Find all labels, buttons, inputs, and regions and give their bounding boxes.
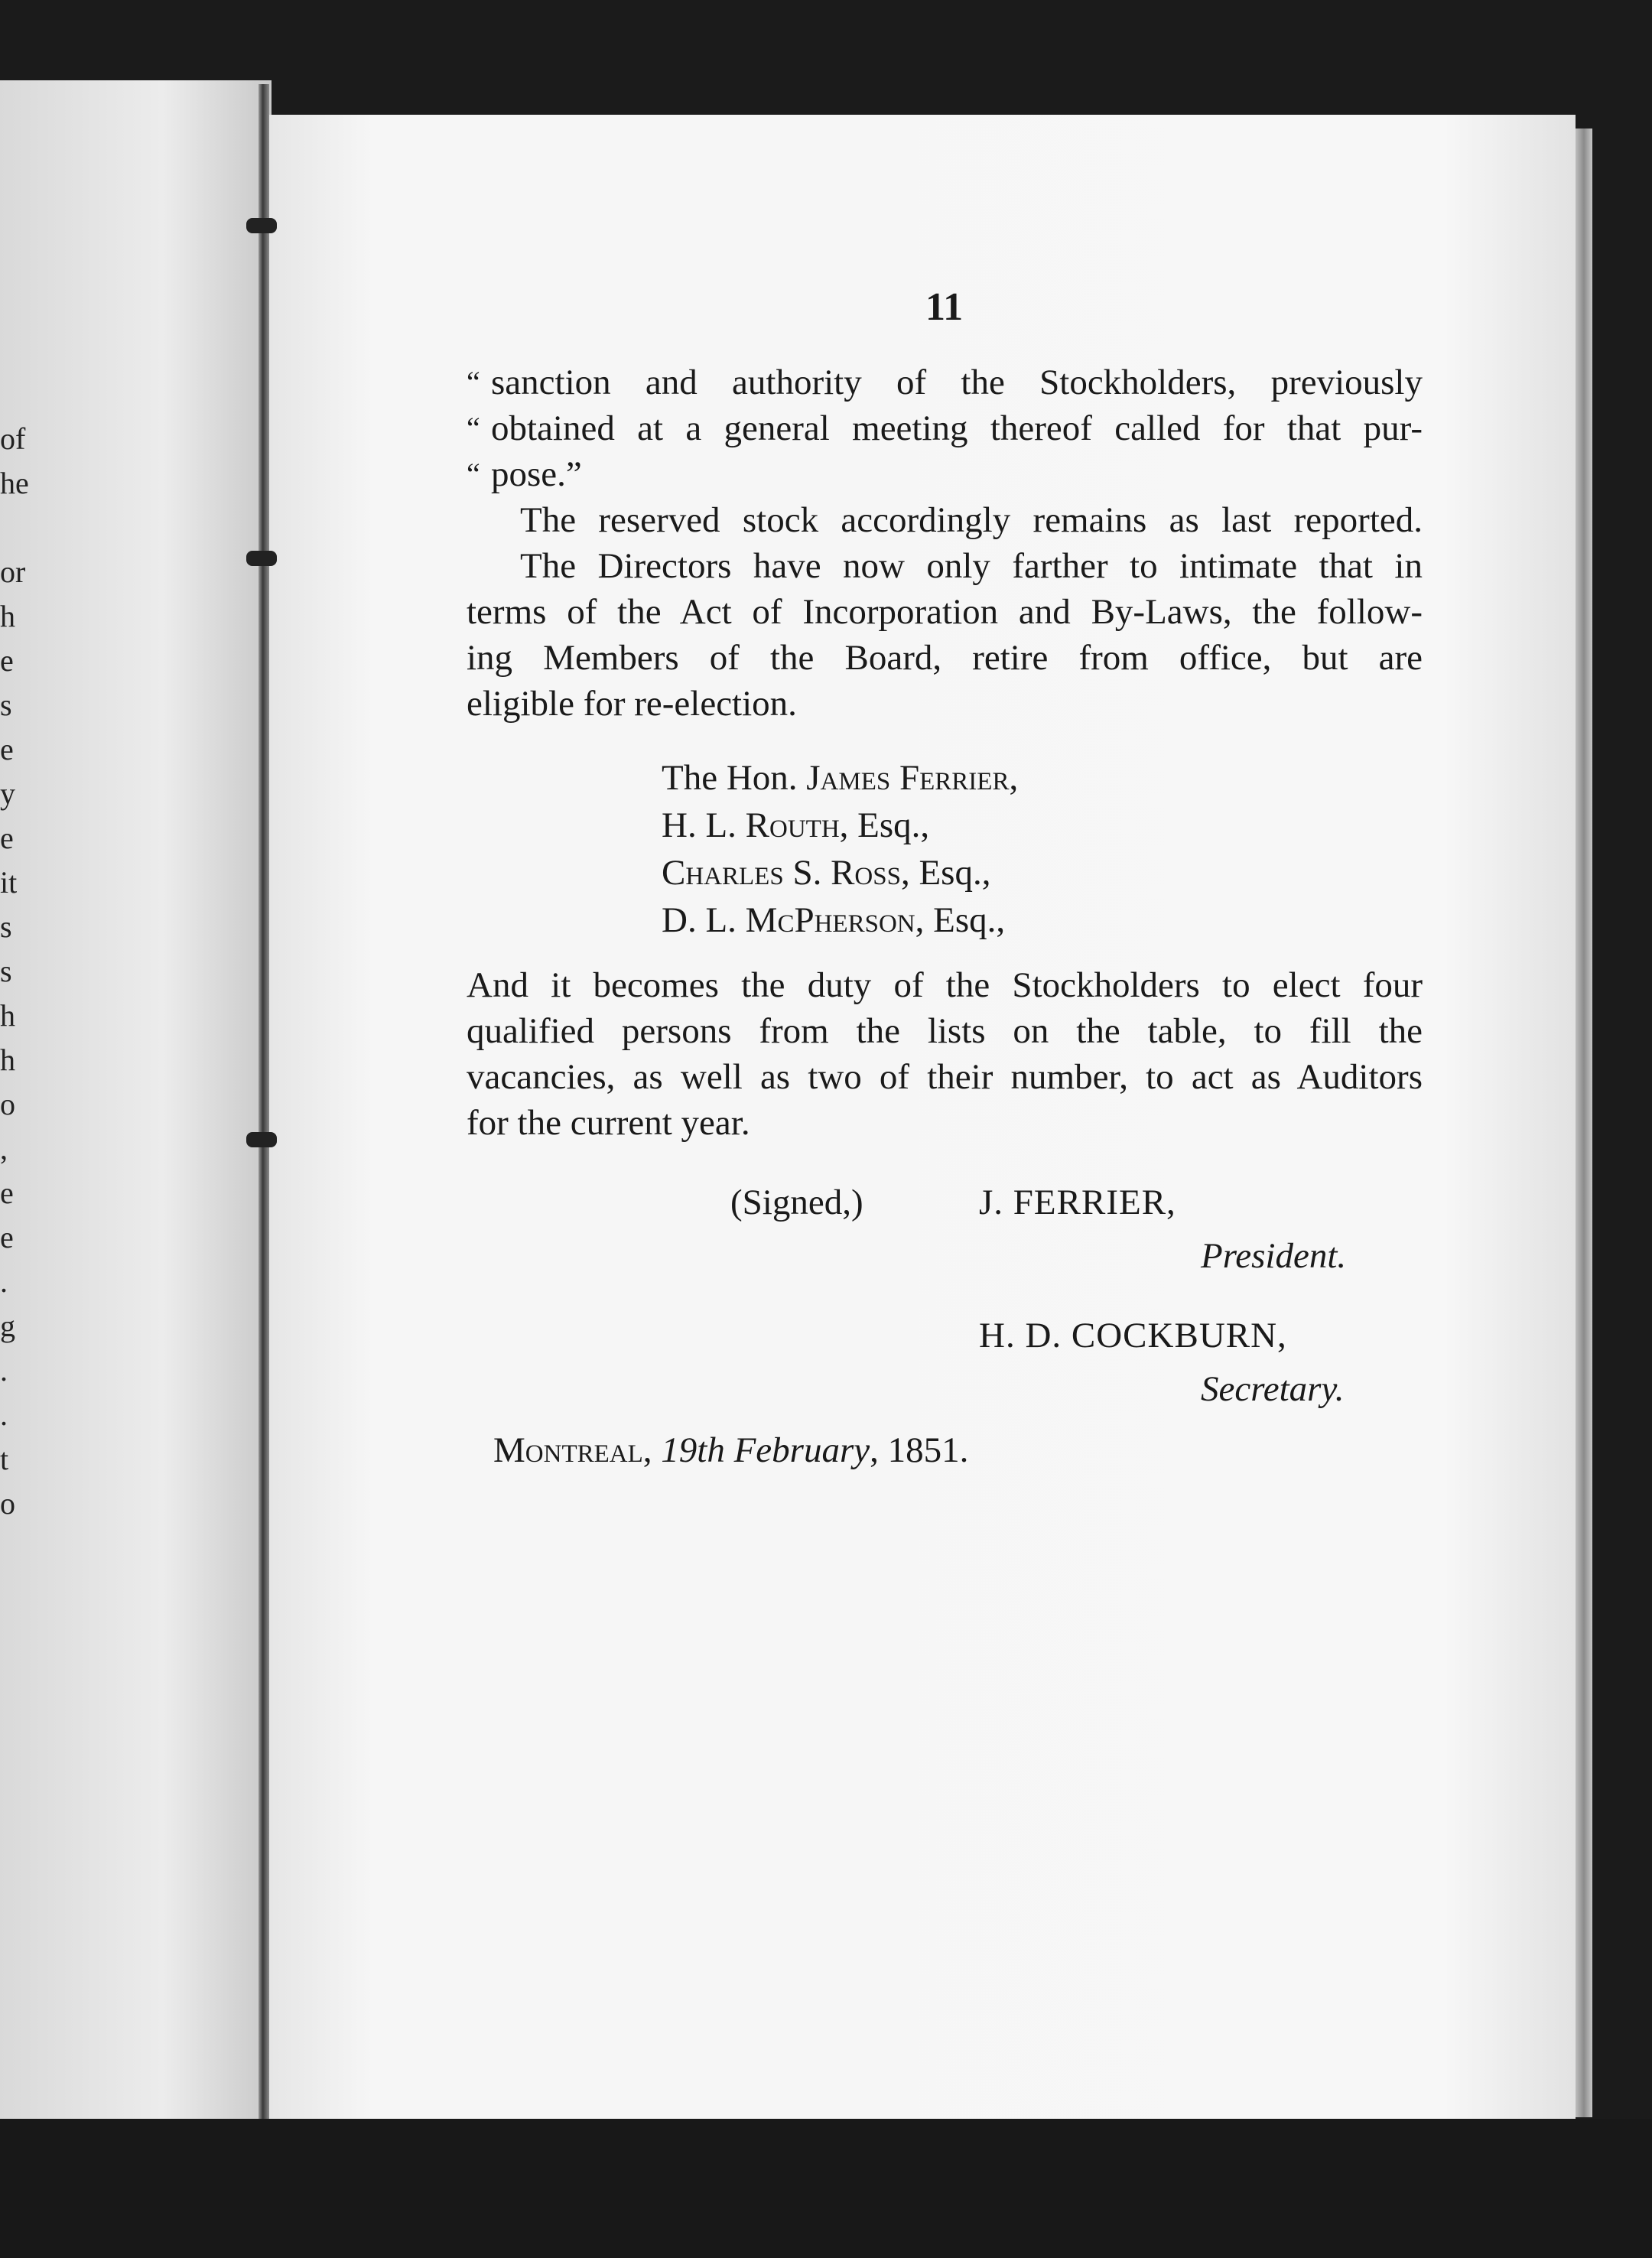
left-page-fragment: s xyxy=(0,954,12,988)
secretary-signature-row xyxy=(467,1313,1423,1366)
quote-mark: “ xyxy=(467,411,480,445)
left-page-fragment xyxy=(0,506,31,550)
member-entry: D. L. McPherson, Esq., xyxy=(662,900,1006,940)
left-page-fragment: . xyxy=(0,1353,8,1388)
left-page-fragment: e xyxy=(0,732,14,766)
scan-background xyxy=(0,2119,1652,2258)
left-page-fragment: he xyxy=(0,466,29,500)
signed-label: (Signed,) xyxy=(730,1183,863,1222)
dateline-year: , 1851. xyxy=(870,1430,969,1470)
left-page-fragment: h xyxy=(0,599,15,633)
president-signature-row xyxy=(467,1179,1423,1233)
quote-block xyxy=(467,360,1423,497)
left-page-fragment: or xyxy=(0,555,26,589)
quote-line: “ sanction and authority of the Stockholders, previously xyxy=(467,360,1423,405)
left-page-fragment: h xyxy=(0,1043,15,1077)
left-page-fragment: o xyxy=(0,1087,15,1121)
left-page-fragment: e xyxy=(0,1220,14,1254)
left-page-fragment: y xyxy=(0,776,15,811)
left-page-fragment: o xyxy=(0,1486,15,1521)
member-entry: The Hon. James Ferrier, xyxy=(662,758,1019,798)
page-number: 11 xyxy=(925,285,964,329)
dateline: Montreal, 19th February, 1851. xyxy=(493,1430,969,1470)
left-page-fragment: . xyxy=(0,1397,8,1432)
retiring-members-list xyxy=(662,754,1423,944)
president-name: J. FERRIER, xyxy=(979,1183,1176,1222)
left-page-fragment: s xyxy=(0,909,12,944)
quote-mark: “ xyxy=(467,365,480,399)
secretary-name: H. D. COCKBURN, xyxy=(979,1316,1287,1355)
secretary-title-row xyxy=(467,1366,1423,1412)
left-page-fragment: t xyxy=(0,1442,9,1476)
page-block-edge xyxy=(1576,129,1592,2117)
left-page-text-fragments xyxy=(0,417,31,1526)
binding-thread xyxy=(246,218,277,233)
left-page-fragment: e xyxy=(0,821,14,855)
left-page-fragment: s xyxy=(0,688,12,722)
binding-thread xyxy=(246,1132,277,1147)
left-page-fragment: of xyxy=(0,421,26,456)
left-page-fragment: it xyxy=(0,865,18,900)
left-page-fragment: . xyxy=(0,1264,8,1299)
reserved-stock-paragraph: The reserved stock accordingly remains as last reported. xyxy=(520,500,1423,540)
left-page-fragment: , xyxy=(0,1131,8,1166)
member-entry: Charles S. Ross, Esq., xyxy=(662,853,991,893)
left-page-fragment: e xyxy=(0,1176,14,1210)
left-page-fragment: e xyxy=(0,643,14,678)
dateline-place: Montreal xyxy=(493,1430,643,1470)
left-page-fragment: h xyxy=(0,998,15,1033)
left-page-fragment: g xyxy=(0,1309,15,1343)
quote-mark: “ xyxy=(467,457,480,491)
quote-line: “ pose.” xyxy=(467,451,1423,497)
directors-paragraph: The Directors have now only farther to intimate that in terms of the Act of Incorporation and By-Laws, the follow- ing Members of the Board, retire from office, but are eligible for re-election. xyxy=(467,546,1423,724)
binding-gutter xyxy=(259,84,269,2119)
president-title-row xyxy=(467,1233,1423,1287)
election-paragraph: And it becomes the duty of the Stockholders to elect four qualified persons from the lists on the table, to fill the vacancies, as well as two of their number, to act as Auditors for the current year. xyxy=(467,965,1423,1143)
member-entry: H. L. Routh, Esq., xyxy=(662,805,930,845)
page-body xyxy=(467,283,1423,1473)
president-title: President. xyxy=(1201,1236,1347,1276)
binding-thread xyxy=(246,551,277,566)
dateline-date: 19th February xyxy=(661,1430,870,1470)
secretary-title: Secretary. xyxy=(1201,1369,1345,1409)
left-page-edge xyxy=(0,80,272,2119)
quote-line: “ obtained at a general meeting thereof called for that pur- xyxy=(467,405,1423,451)
